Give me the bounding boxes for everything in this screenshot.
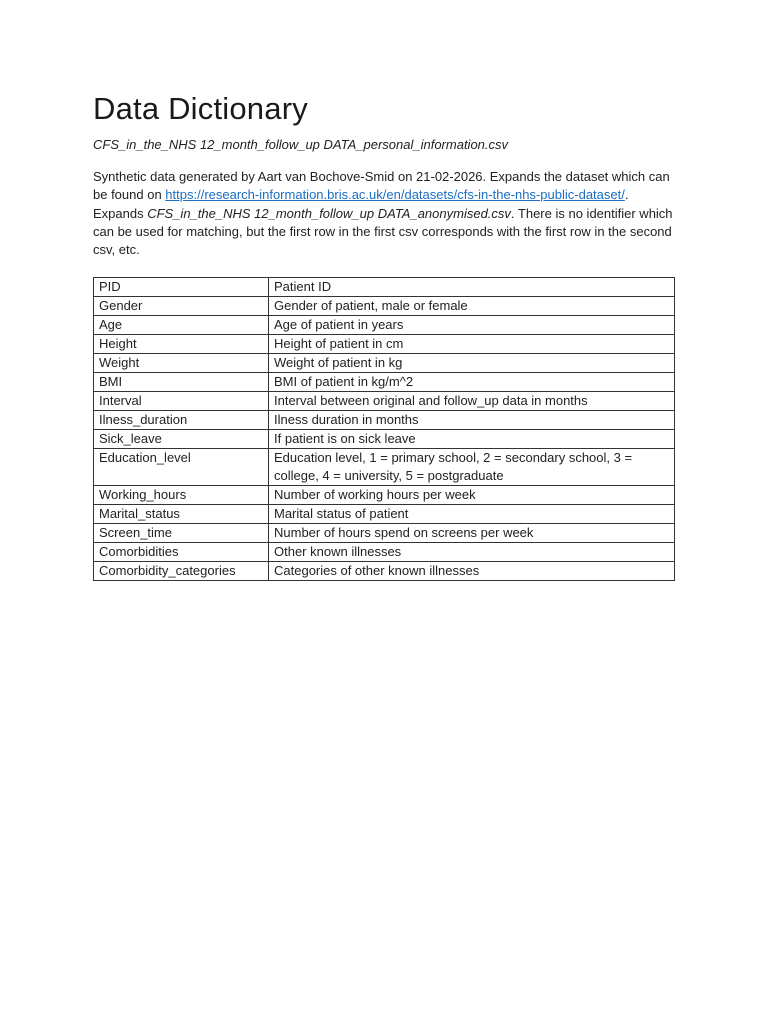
- table-row: [94, 411, 675, 430]
- variable-description-cell: Weight of patient in kg: [269, 354, 675, 373]
- description-text-2: . Expands: [93, 187, 629, 221]
- variable-description-cell: BMI of patient in kg/m^2: [269, 373, 675, 392]
- variable-description-cell: Marital status of patient: [269, 505, 675, 524]
- document-subtitle: CFS_in_the_NHS 12_month_follow_up DATA_personal_information.csv: [93, 137, 509, 152]
- table-row: [94, 505, 675, 524]
- table-row: [94, 316, 675, 335]
- variable-description-cell: Education level, 1 = primary school, 2 = secondary school, 3 = college, 4 = university, 5 = postgraduate: [269, 449, 675, 486]
- table-row: [94, 524, 675, 543]
- document-description: [93, 168, 676, 259]
- variable-name-cell: Height: [94, 335, 269, 354]
- document-page: [93, 88, 676, 581]
- anonymised-file-name: CFS_in_the_NHS 12_month_follow_up DATA_anonymised.csv: [147, 205, 511, 221]
- variable-description-cell: Patient ID: [269, 278, 675, 297]
- variable-name-cell: Ilness_duration: [94, 411, 269, 430]
- data-dictionary-body: [94, 278, 675, 581]
- variable-name-cell: Comorbidity_categories: [94, 562, 269, 581]
- variable-description-cell: Age of patient in years: [269, 316, 675, 335]
- variable-name-cell: Marital_status: [94, 505, 269, 524]
- variable-description-cell: If patient is on sick leave: [269, 430, 675, 449]
- variable-name-cell: PID: [94, 278, 269, 297]
- variable-description-cell: Number of hours spend on screens per week: [269, 524, 675, 543]
- data-dictionary-table: [93, 277, 675, 581]
- description-text-1: Synthetic data generated by Aart van Bochove-Smid on 21-02-2026. Expands the dataset which can be found on: [93, 169, 670, 203]
- variable-description-cell: Categories of other known illnesses: [269, 562, 675, 581]
- table-row: [94, 449, 675, 486]
- variable-name-cell: Weight: [94, 354, 269, 373]
- variable-name-cell: BMI: [94, 373, 269, 392]
- variable-description-cell: Height of patient in cm: [269, 335, 675, 354]
- table-row: [94, 562, 675, 581]
- dataset-link[interactable]: https://research-information.bris.ac.uk/en/datasets/cfs-in-the-nhs-public-dataset/: [165, 187, 625, 203]
- variable-name-cell: Screen_time: [94, 524, 269, 543]
- table-row: [94, 392, 675, 411]
- variable-name-cell: Education_level: [94, 449, 269, 486]
- variable-description-cell: Interval between original and follow_up data in months: [269, 392, 675, 411]
- variable-description-cell: Ilness duration in months: [269, 411, 675, 430]
- table-row: [94, 543, 675, 562]
- table-row: [94, 430, 675, 449]
- table-row: [94, 278, 675, 297]
- table-row: [94, 373, 675, 392]
- variable-description-cell: Number of working hours per week: [269, 486, 675, 505]
- table-row: [94, 486, 675, 505]
- table-row: [94, 297, 675, 316]
- document-title: Data Dictionary: [93, 91, 308, 126]
- variable-name-cell: Comorbidities: [94, 543, 269, 562]
- variable-description-cell: Other known illnesses: [269, 543, 675, 562]
- variable-name-cell: Working_hours: [94, 486, 269, 505]
- table-row: [94, 354, 675, 373]
- variable-name-cell: Age: [94, 316, 269, 335]
- variable-name-cell: Sick_leave: [94, 430, 269, 449]
- variable-name-cell: Gender: [94, 297, 269, 316]
- table-row: [94, 335, 675, 354]
- variable-name-cell: Interval: [94, 392, 269, 411]
- variable-description-cell: Gender of patient, male or female: [269, 297, 675, 316]
- description-text-3: . There is no identifier which can be used for matching, but the first row in the first csv corresponds with the first row in the second csv, etc.: [93, 205, 673, 258]
